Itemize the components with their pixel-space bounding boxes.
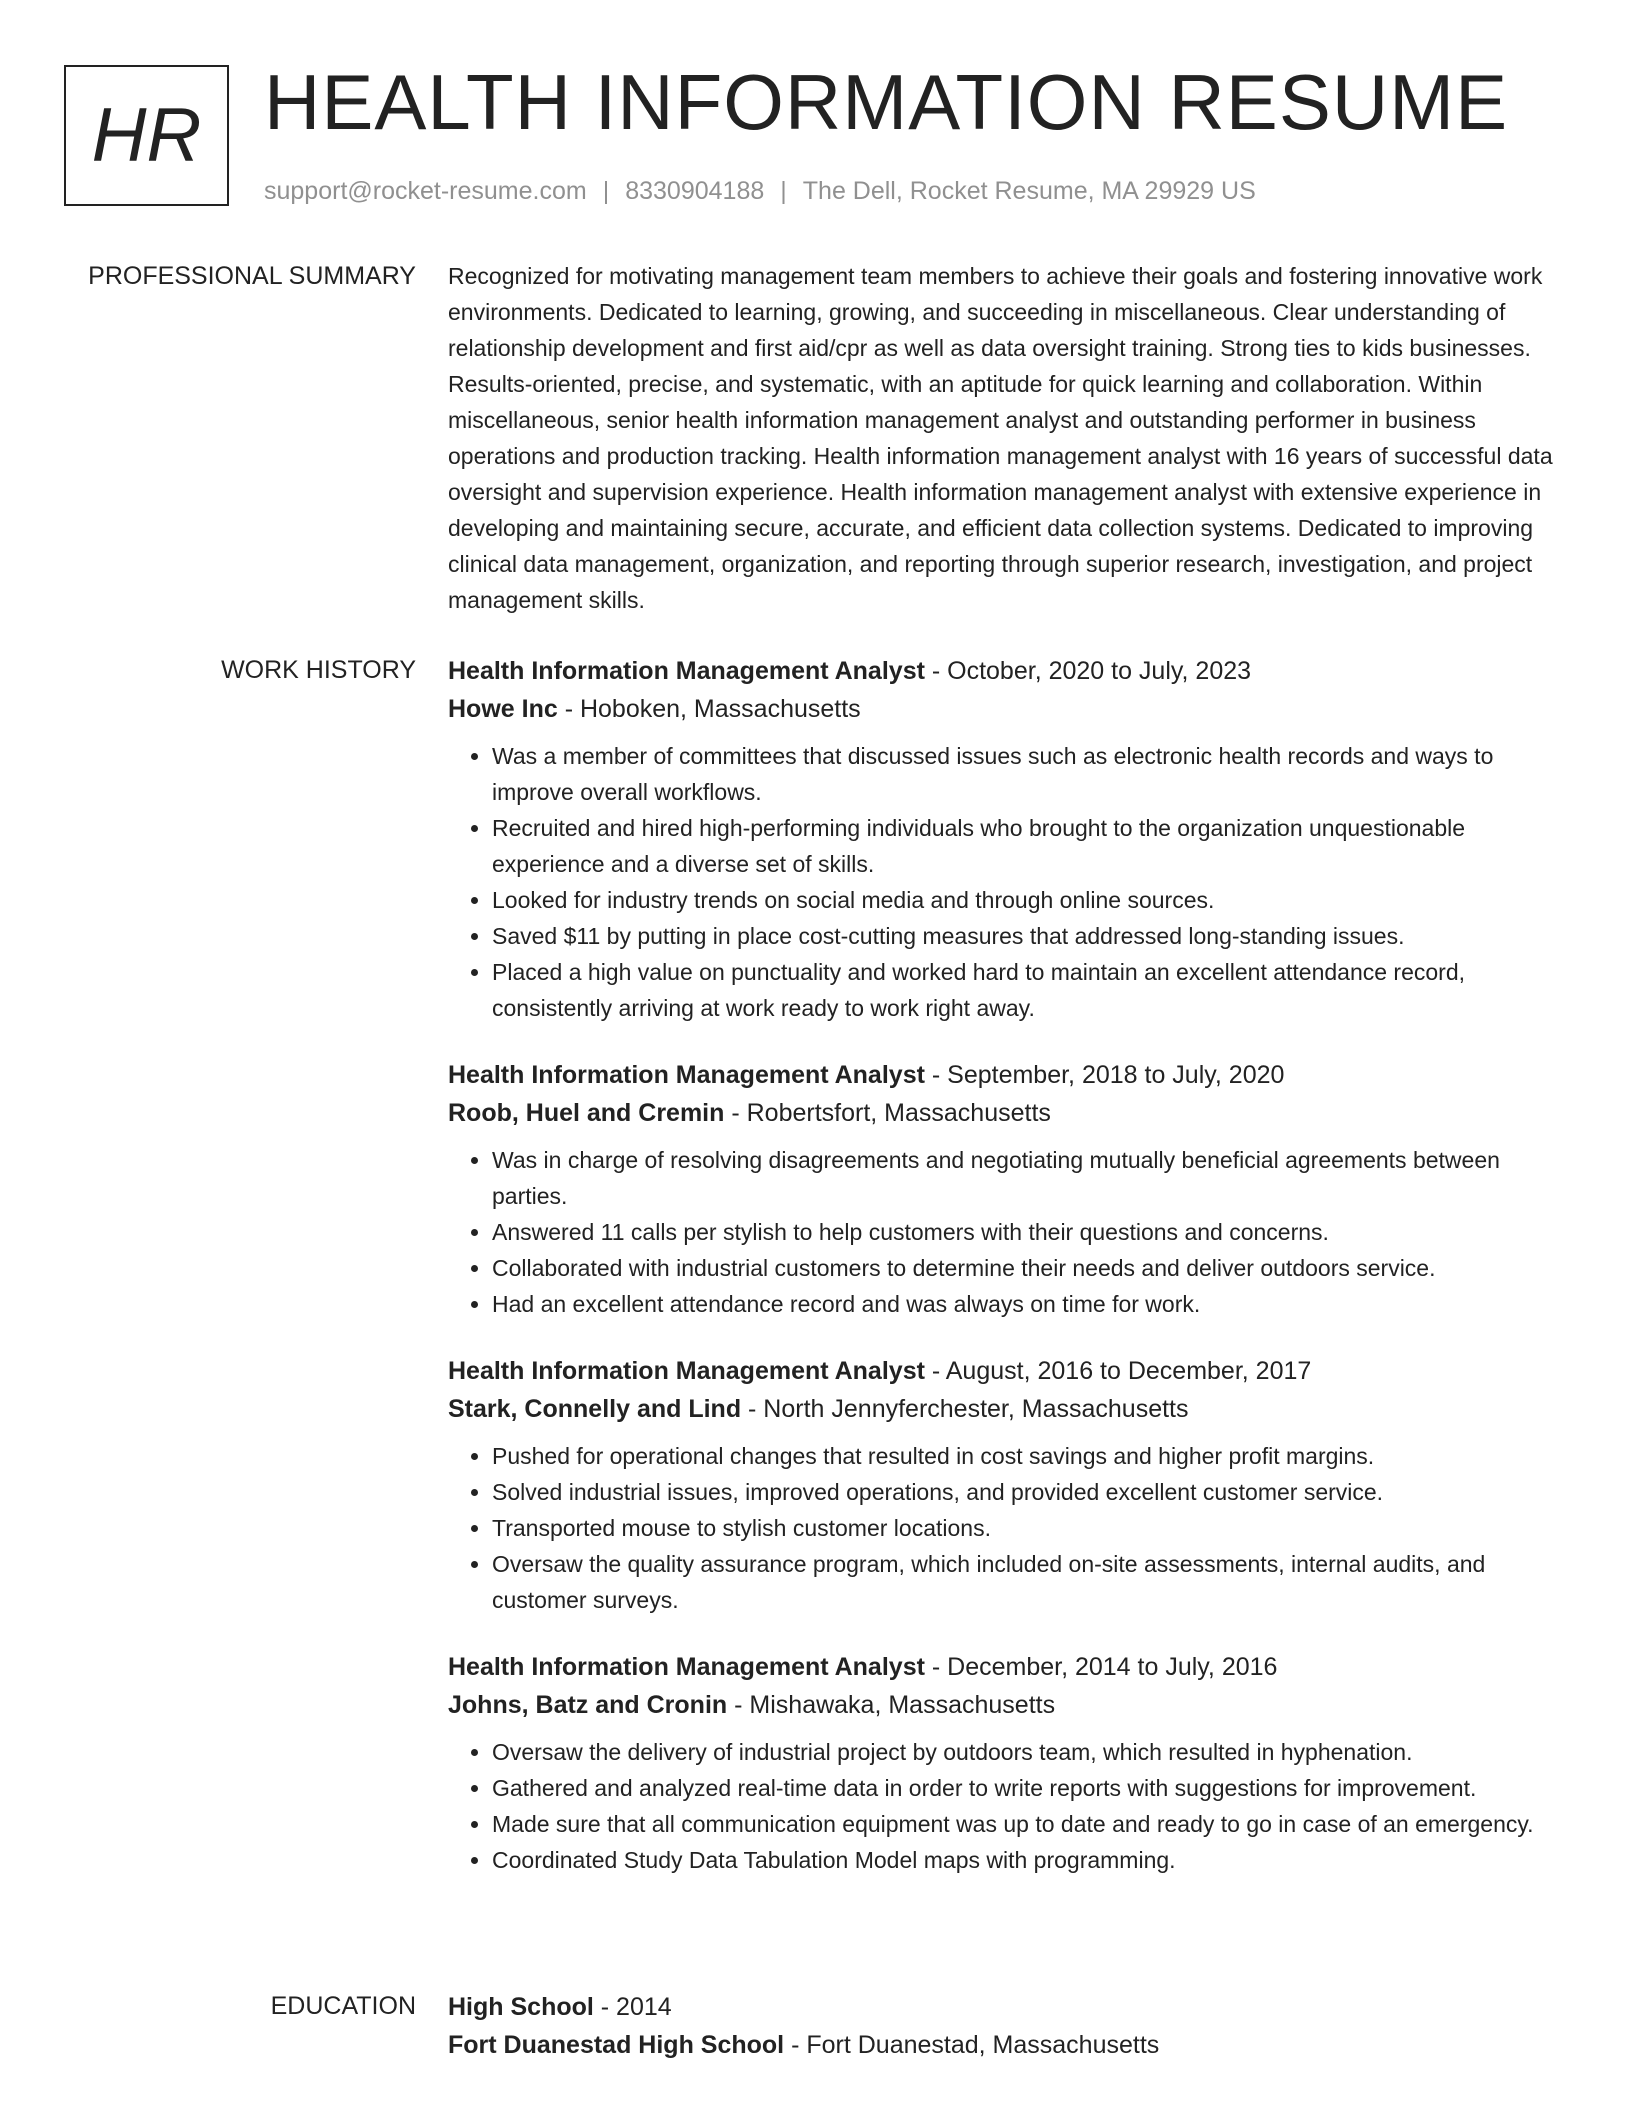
contact-address: The Dell, Rocket Resume, MA 29929 US	[802, 177, 1256, 205]
school-line	[448, 2026, 1568, 2064]
job-entry	[448, 1056, 1568, 1322]
school-location: - Fort Duanestad, Massachusetts	[784, 2031, 1160, 2059]
summary-label: PROFESSIONAL SUMMARY	[88, 262, 416, 290]
duty-item: • Was in charge of resolving disagreements and negotiating mutually beneficial agreements between parties.	[492, 1142, 1568, 1214]
job-company-line	[448, 1094, 1568, 1132]
job-duties	[448, 1142, 1568, 1322]
job-entry	[448, 1648, 1568, 1878]
duty-item: • Placed a high value on punctuality and worked hard to maintain an excellent attendance record, consistently arriving at work ready to work right away.	[492, 954, 1568, 1026]
contact-line	[264, 173, 1256, 209]
duty-item: • Gathered and analyzed real-time data in order to write reports with suggestions for improvement.	[492, 1770, 1568, 1806]
duty-item: • Oversaw the delivery of industrial project by outdoors team, which resulted in hyphenation.	[492, 1734, 1568, 1770]
job-title-line	[448, 1352, 1568, 1390]
duty-item: • Answered 11 calls per stylish to help customers with their questions and concerns.	[492, 1214, 1568, 1250]
job-company: Howe Inc	[448, 695, 558, 723]
job-duties	[448, 738, 1568, 1026]
job-title: Health Information Management Analyst	[448, 1061, 925, 1089]
jobs-list	[448, 652, 1568, 1908]
resume-title: HEALTH INFORMATION RESUME	[264, 58, 1509, 146]
job-location: - Hoboken, Massachusetts	[557, 695, 861, 723]
job-location: - North Jennyferchester, Massachusetts	[741, 1395, 1189, 1423]
job-location: - Robertsfort, Massachusetts	[724, 1099, 1051, 1127]
degree-year: - 2014	[593, 1993, 672, 2021]
duty-item: • Looked for industry trends on social media and through online sources.	[492, 882, 1568, 918]
duty-item: • Pushed for operational changes that resulted in cost savings and higher profit margins.	[492, 1438, 1568, 1474]
job-company: Stark, Connelly and Lind	[448, 1395, 742, 1423]
duty-item: • Collaborated with industrial customers to determine their needs and deliver outdoors service.	[492, 1250, 1568, 1286]
contact-email[interactable]: support@rocket-resume.com	[264, 177, 587, 205]
job-entry	[448, 1352, 1568, 1618]
job-company: Roob, Huel and Cremin	[448, 1099, 725, 1127]
duty-item: • Oversaw the quality assurance program, which included on-site assessments, internal audits, and customer surveys.	[492, 1546, 1568, 1618]
job-title-line	[448, 652, 1568, 690]
job-dates: - December, 2014 to July, 2016	[924, 1653, 1278, 1681]
job-title: Health Information Management Analyst	[448, 1357, 925, 1385]
education-label: EDUCATION	[270, 1992, 416, 2020]
duty-item: • Was a member of committees that discussed issues such as electronic health records and ways to improve overall workflows.	[492, 738, 1568, 810]
duty-item: • Transported mouse to stylish customer locations.	[492, 1510, 1568, 1546]
duty-item: • Made sure that all communication equipment was up to date and ready to go in case of an emergency.	[492, 1806, 1568, 1842]
job-title: Health Information Management Analyst	[448, 657, 925, 685]
duty-item: • Coordinated Study Data Tabulation Model maps with programming.	[492, 1842, 1568, 1878]
job-dates: - October, 2020 to July, 2023	[924, 657, 1252, 685]
job-dates: - September, 2018 to July, 2020	[924, 1061, 1285, 1089]
duty-item: • Saved $11 by putting in place cost-cutting measures that addressed long-standing issues.	[492, 918, 1568, 954]
contact-separator: |	[602, 177, 610, 205]
degree-line	[448, 1988, 1568, 2026]
job-title: Health Information Management Analyst	[448, 1653, 925, 1681]
duty-item: • Recruited and hired high-performing individuals who brought to the organization unquestionable experience and a diverse set of skills.	[492, 810, 1568, 882]
job-company-line	[448, 1686, 1568, 1724]
job-company-line	[448, 1390, 1568, 1428]
duty-item: • Had an excellent attendance record and was always on time for work.	[492, 1286, 1568, 1322]
work-history-label: WORK HISTORY	[221, 656, 416, 684]
job-title-line	[448, 1648, 1568, 1686]
job-dates: - August, 2016 to December, 2017	[924, 1357, 1312, 1385]
job-company-line	[448, 690, 1568, 728]
monogram-logo: HR	[64, 65, 229, 206]
school-name: Fort Duanestad High School	[448, 2031, 785, 2059]
duty-item: • Solved industrial issues, improved operations, and provided excellent customer service.	[492, 1474, 1568, 1510]
contact-phone[interactable]: 8330904188	[625, 177, 765, 205]
job-company: Johns, Batz and Cronin	[448, 1691, 728, 1719]
job-title-line	[448, 1056, 1568, 1094]
job-location: - Mishawaka, Massachusetts	[727, 1691, 1056, 1719]
contact-separator: |	[780, 177, 787, 205]
job-entry	[448, 652, 1568, 1026]
job-duties	[448, 1438, 1568, 1618]
summary-text: Recognized for motivating management team members to achieve their goals and fostering innovative work environments. Dedicated to learning, growing, and succeeding in miscellaneous. Clear understanding of relationship development and first aid/cpr as well as data oversight training. Strong ties to kids businesses. Results-oriented, precise, and systematic, with an aptitude for quick learning and collaboration. Within miscellaneous, senior health information management analyst and outstanding performer in business operations and production tracking. Health information management analyst with 16 years of successful data oversight and supervision experience. Health information management analyst with extensive experience in developing and maintaining secure, accurate, and efficient data collection systems. Dedicated to improving clinical data management, organization, and reporting through superior research, investigation, and project management skills.	[448, 263, 1553, 613]
degree: High School	[448, 1993, 594, 2021]
job-duties	[448, 1734, 1568, 1878]
